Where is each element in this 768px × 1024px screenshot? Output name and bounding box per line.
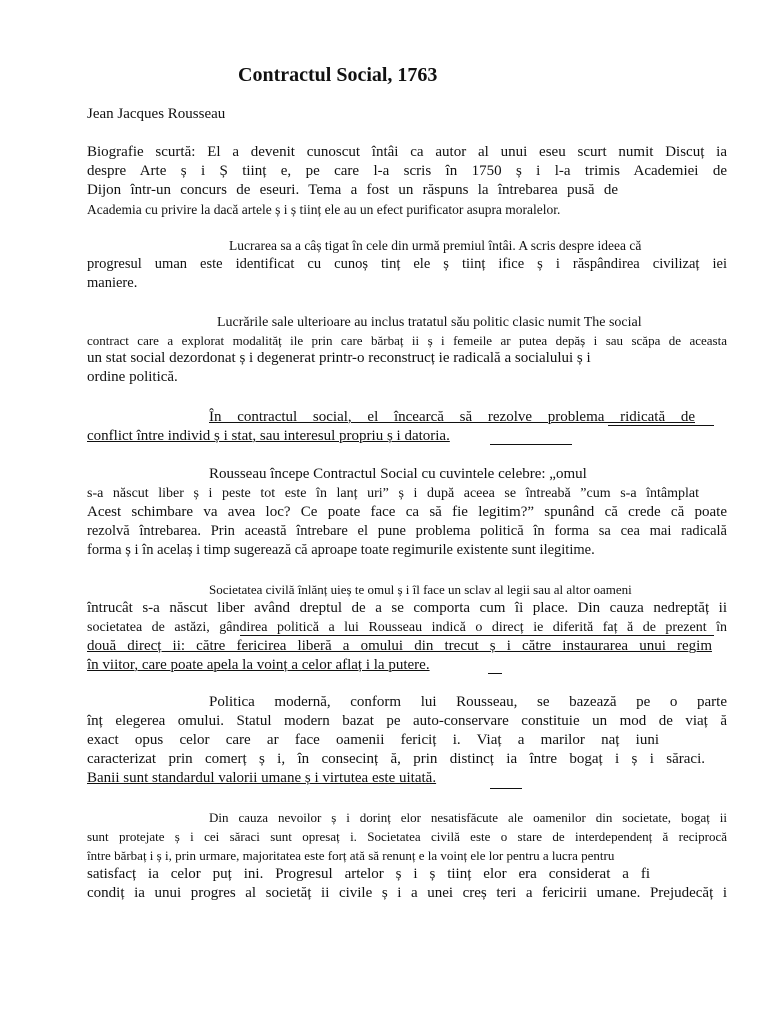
- underline-rule: [490, 788, 522, 789]
- paragraph-opening: [87, 465, 727, 560]
- text-line: despre Arte ș i Ș tiinț e, pe care l-a scris în 1750 ș i l-a trimis Academiei de: [87, 163, 727, 179]
- text-line: rezolvă întrebarea. Prin această întrebare el pune problema politică în forma sa cea mai radicală: [87, 523, 727, 539]
- text-line: caracterizat prin comerț ș i, în consecinț ă, prin distincț ia între bogaț i ș i săraci.: [87, 751, 705, 767]
- text-line: contract care a explorat modalităț ile prin care bărbaț ii ș i femeile ar putea depăș i sau scăpa de aceasta: [87, 333, 727, 348]
- paragraph-prize: [87, 236, 727, 293]
- text-line: condiț ia unui progres al societăț ii civile ș i a unei creș teri a fericirii umane. Prejudecăț i: [87, 885, 727, 901]
- text-line: Din cauza nevoilor ș i dorinț elor nesatisfăcute ale oamenilor din societate, bogaț ii: [209, 810, 727, 825]
- text-line: forma ș i în acelaș i timp sugerează că aproape toate regimurile existente sunt ilegitime.: [87, 542, 595, 558]
- text-line: Acest schimbare va avea loc? Ce poate face ca să fie legitim?” spunând că crede că poate: [87, 504, 727, 520]
- paragraph-later-works: [87, 313, 727, 387]
- underline-rule: [608, 425, 714, 426]
- text-line: satisfacț ia celor puț ini. Progresul artelor ș i ș tiinț elor era considerat a fi: [87, 866, 650, 882]
- text-line: exact opus celor care ar face oamenii fericiț i. Viaț a marilor naț iuni: [87, 732, 659, 748]
- paragraph-civil-society: [87, 580, 727, 675]
- text-line: în viitor, care poate apela la voinț a celor aflaț i la putere.: [87, 657, 430, 673]
- text-line: Academia cu privire la dacă artele ș i ș tiinț ele au un efect purificator asupra moralelor.: [87, 202, 561, 217]
- text-line: În contractul social, el încearcă să rezolve problema ridicată de: [209, 409, 695, 425]
- text-line: progresul uman este identificat cu cunoș tinț ele ș tiinț ifice ș i răspândirea civilizaț iei: [87, 256, 727, 272]
- author-name: Jean Jacques Rousseau: [87, 106, 226, 122]
- text-line: Societatea civilă înlănț uieș te omul ș i îl face un sclav al legii sau al altor oameni: [209, 582, 632, 597]
- document-title: Contractul Social, 1763: [238, 64, 438, 86]
- paragraph-modern-politics: [87, 693, 727, 788]
- text-line: sunt protejate ș i cei săraci sunt opresaț i. Societatea civilă este o stare de interdependenț ă reciprocă: [87, 829, 727, 844]
- underline-rule: [488, 673, 502, 674]
- text-line: Lucrarea sa a câș tigat în cele din urmă premiul întâi. A scris despre ideea că: [229, 238, 642, 253]
- text-line: s-a născut liber ș i peste tot este în lanț uri” ș i după aceea se întreabă ”cum s-a întâmplat: [87, 486, 699, 501]
- underline-rule: [490, 444, 572, 445]
- text-line: înț elegerea omului. Statul modern bazat pe auto-conservare constituie un mod de viaț ă: [87, 713, 727, 729]
- text-line: două direcț ii: către fericirea liberă a omului din trecut ș i către instaurarea unui regim: [87, 638, 712, 654]
- text-line: Banii sunt standardul valorii umane ș i virtutea este uitată.: [87, 770, 437, 786]
- text-line: maniere.: [87, 275, 138, 291]
- text-line: Rousseau începe Contractul Social cu cuvintele celebre: „omul: [209, 466, 587, 482]
- text-line: Dijon într-un concurs de eseuri. Tema a fost un răspuns la întrebarea pusă de: [87, 182, 618, 198]
- text-line: întrucât s-a născut liber având dreptul de a se comporta cum îi place. Din cauza nedreptăț ii: [87, 600, 727, 616]
- paragraph-social-contract: [87, 408, 727, 446]
- text-line: Biografie scurtă: El a devenit cunoscut întâi ca autor al unui eseu scurt numit Discuț ia: [87, 144, 727, 160]
- text-line: între bărbaț i ș i, prin urmare, majoritatea este forț ată să renunț e la voinț ele lor pentru a lucra pentru: [87, 848, 615, 863]
- text-line: conflict între individ ș i stat, sau interesul propriu ș i datoria.: [87, 428, 450, 444]
- text-line: Politica modernă, conform lui Rousseau, se bazează pe o parte: [209, 694, 727, 710]
- text-line: ordine politică.: [87, 369, 178, 385]
- text-line: un stat social dezordonat ș i degenerat printr-o reconstrucț ie radicală a socialului ș i: [87, 350, 591, 366]
- text-line: Lucrările sale ulterioare au inclus tratatul său politic clasic numit The social: [217, 315, 642, 330]
- underline-rule: [240, 635, 714, 636]
- paragraph-biography: [87, 143, 727, 219]
- paragraph-needs-and-desires: [87, 808, 727, 903]
- text-line: societatea de astăzi, gândirea politică a lui Rousseau indică o direcț ie diferită faț ă de prezent în: [87, 620, 727, 635]
